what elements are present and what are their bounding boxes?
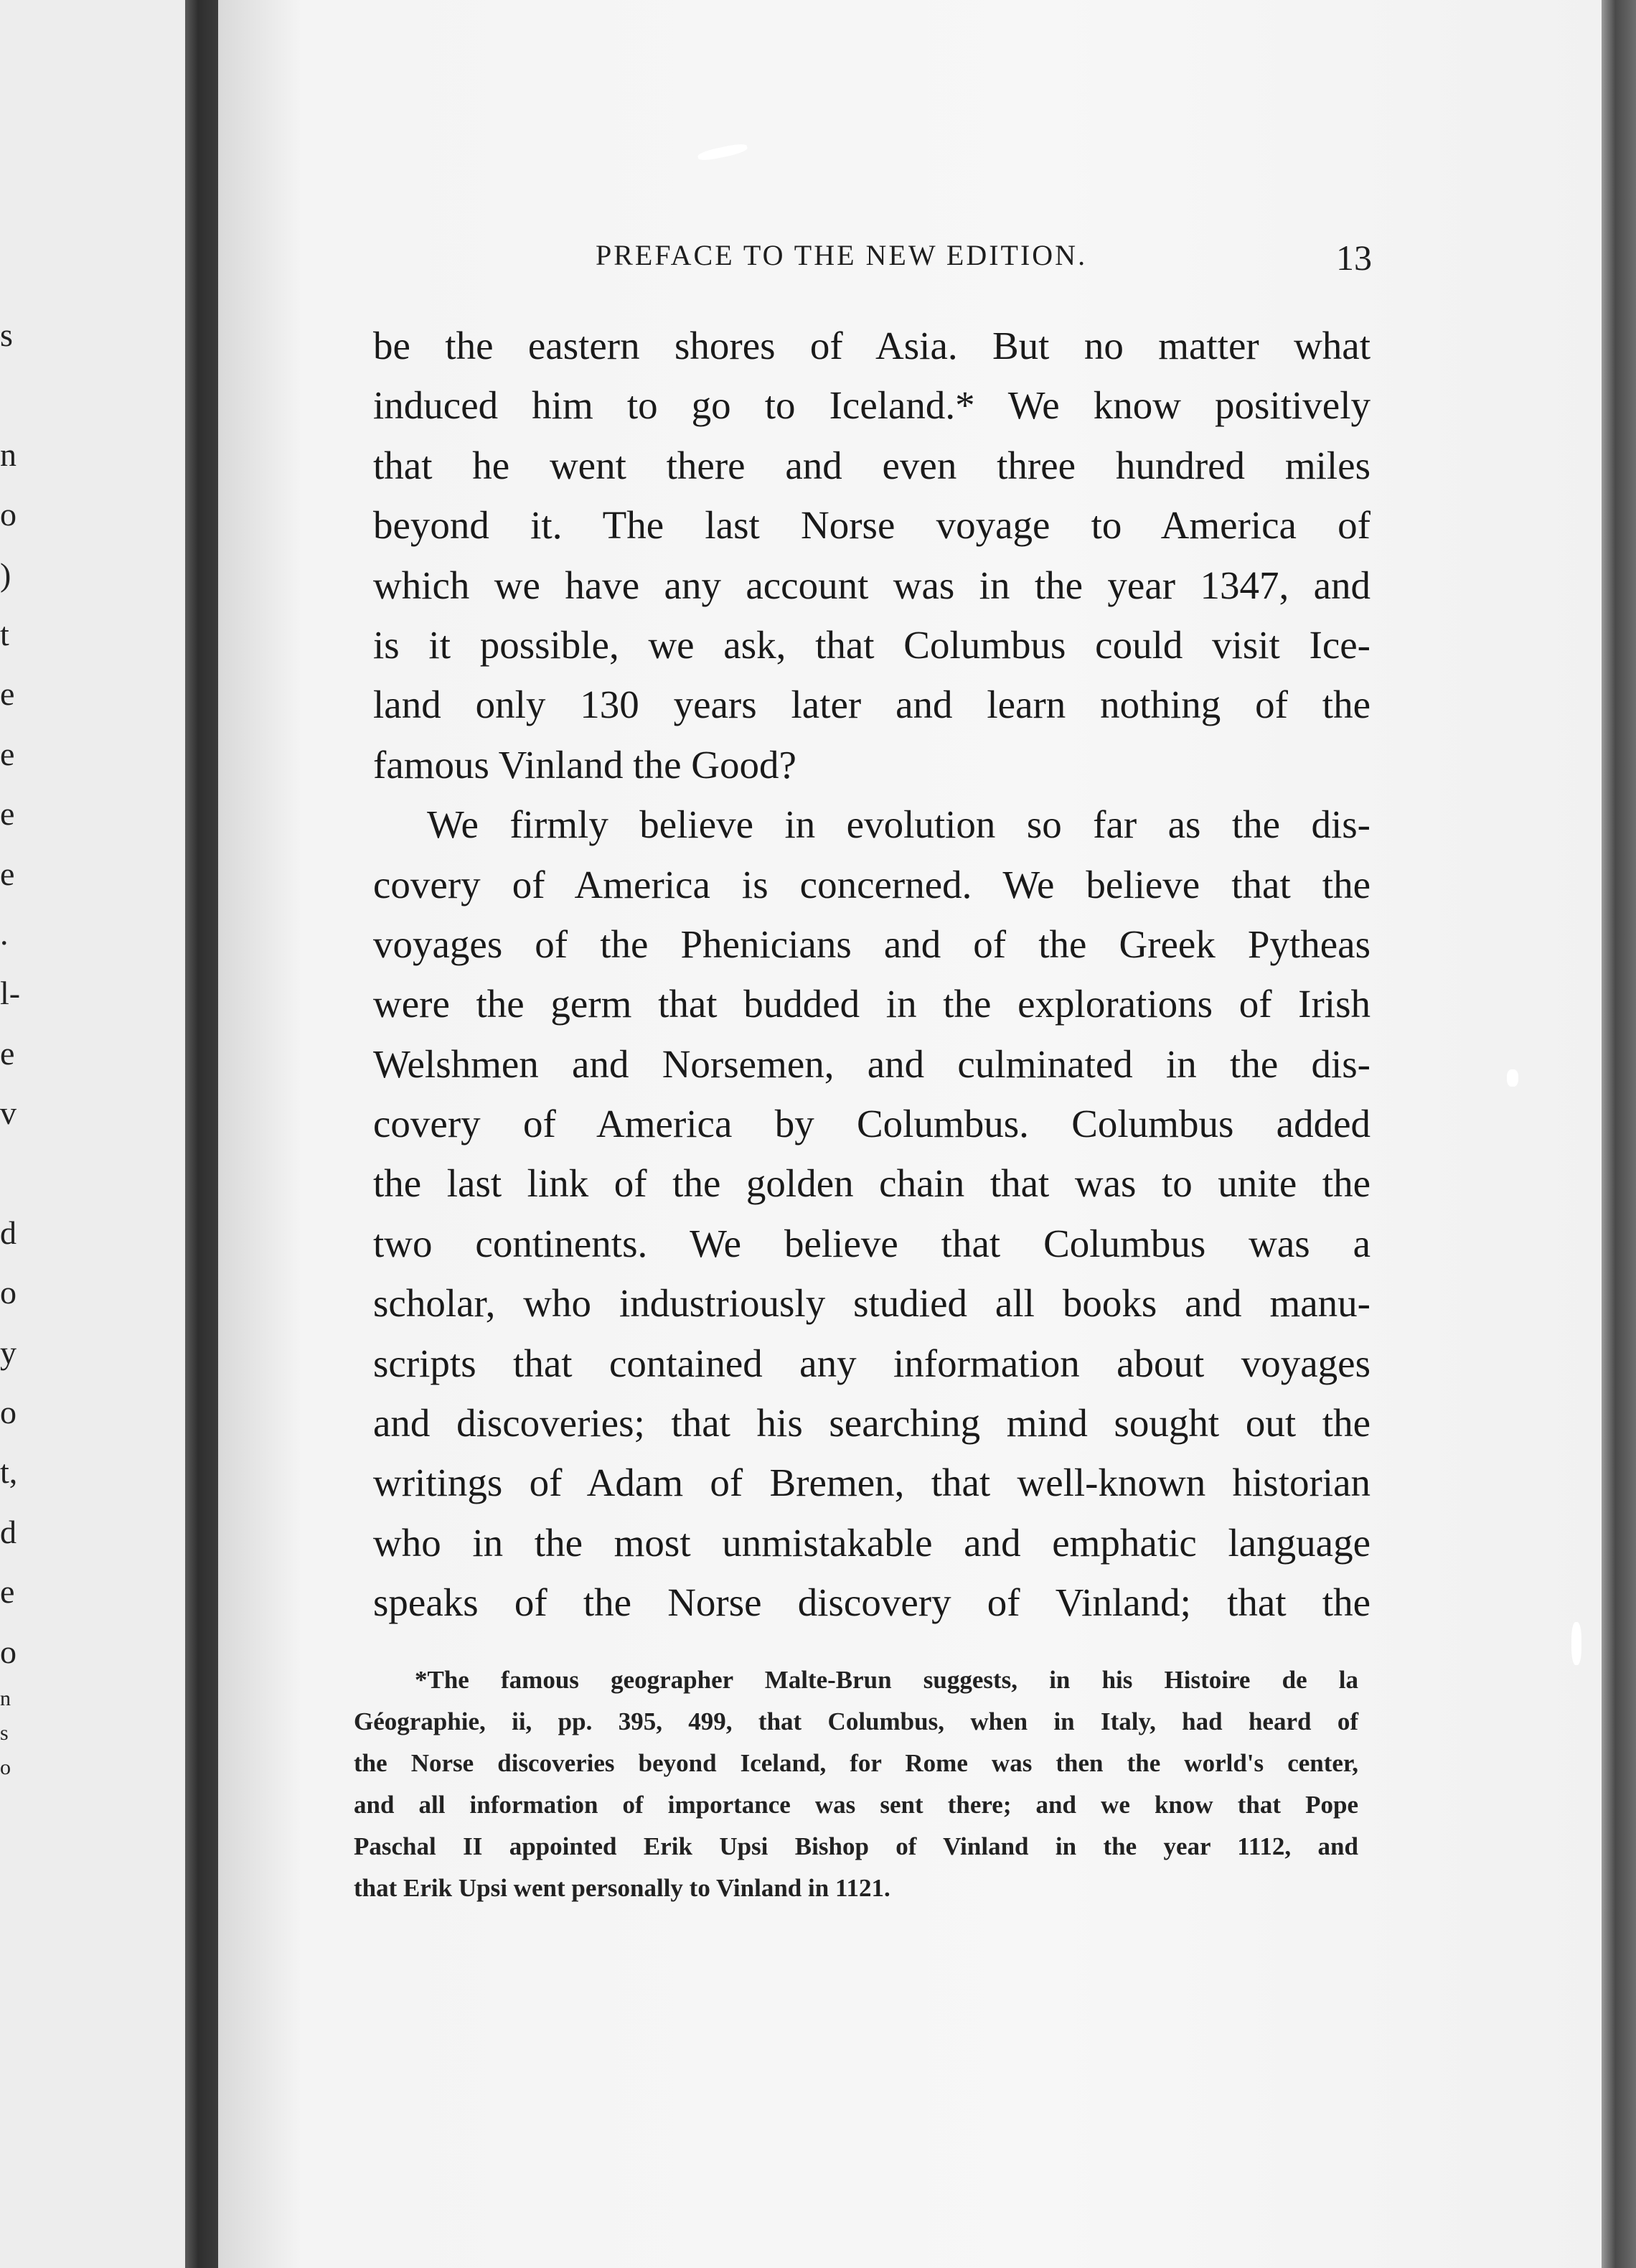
- left-fragment: ): [0, 556, 11, 593]
- text-line: the last link of the golden chain that was to unite the: [373, 1161, 1371, 1206]
- left-fragment: e: [0, 735, 15, 772]
- left-fragment: o: [0, 1394, 17, 1431]
- text-line: voyages of the Phenicians and of the Greek Pytheas: [373, 922, 1371, 966]
- left-fragment: t,: [0, 1453, 18, 1491]
- text-line: speaks of the Norse discovery of Vinland; that the: [373, 1580, 1371, 1625]
- text-line: We firmly believe in evolution so far as the dis-: [427, 802, 1371, 847]
- left-fragment: o: [0, 1755, 11, 1779]
- text-line: were the germ that budded in the explorations of Irish: [373, 982, 1371, 1026]
- left-fragment: d: [0, 1513, 17, 1550]
- text-line: induced him to go to Iceland.* We know positively: [373, 383, 1371, 428]
- footnote-line: that Erik Upsi went personally to Vinland in 1121.: [354, 1874, 890, 1902]
- left-fragment: e: [0, 675, 15, 713]
- left-fragment: n: [0, 436, 17, 473]
- left-fragment: t: [0, 615, 9, 652]
- text-line: covery of America is concerned. We believe that the: [373, 862, 1371, 906]
- running-head: PREFACE TO THE NEW EDITION.: [596, 239, 1088, 271]
- left-fragment: e: [0, 795, 15, 833]
- left-fragment: [0, 365, 43, 424]
- footnote-line: Géographie, ii, pp. 395, 499, that Columbus, when in Italy, had heard of: [354, 1707, 1358, 1735]
- left-fragment: o: [0, 1274, 17, 1311]
- text-line: covery of America by Columbus. Columbus added: [373, 1102, 1371, 1146]
- left-fragment: e: [0, 1034, 15, 1072]
- left-fragment: e: [0, 1573, 15, 1611]
- left-fragment: v: [0, 1095, 17, 1132]
- left-fragment: d: [0, 1214, 17, 1251]
- left-fragment: n: [0, 1686, 11, 1710]
- page-edge: [1602, 0, 1636, 2268]
- text-line: that he went there and even three hundred miles: [373, 443, 1371, 487]
- text-line: beyond it. The last Norse voyage to America of: [373, 503, 1371, 548]
- left-fragment: e: [0, 855, 15, 892]
- text-line: Welshmen and Norsemen, and culminated in the dis-: [373, 1041, 1371, 1086]
- left-fragment: [0, 1143, 43, 1202]
- text-line: land only 130 years later and learn nothing of the: [373, 683, 1371, 727]
- text-line: scripts that contained any information about voyages: [373, 1341, 1371, 1385]
- footnote-line: and all information of importance was sent there; and we know that Pope: [354, 1791, 1358, 1819]
- gutter-shadow: [185, 0, 218, 2268]
- text-line: who in the most unmistakable and emphatic language: [373, 1520, 1371, 1565]
- left-fragment: y: [0, 1334, 17, 1371]
- left-fragment: o: [0, 1633, 17, 1670]
- text-line: be the eastern shores of Asia. But no matter what: [373, 324, 1371, 367]
- left-fragment: s: [0, 317, 13, 353]
- scan-speck: [1507, 1069, 1518, 1087]
- text-line: famous Vinland the Good?: [373, 742, 796, 787]
- left-fragment: l-: [0, 975, 21, 1012]
- text-line: is it possible, we ask, that Columbus could visit Ice-: [373, 622, 1371, 667]
- text-line: which we have any account was in the year 1347, and: [373, 563, 1371, 607]
- left-fragment: o: [0, 496, 17, 533]
- footnote-line: Paschal II appointed Erik Upsi Bishop of Vinland in the year 1112, and: [354, 1832, 1358, 1860]
- page-number: 13: [1336, 238, 1372, 278]
- previous-page-fragments: [0, 305, 43, 1785]
- text-line: scholar, who industriously studied all books and manu-: [373, 1281, 1371, 1326]
- left-fragment: .: [0, 914, 9, 952]
- footnote-line: the Norse discoveries beyond Iceland, for Rome was then the world's center,: [354, 1749, 1358, 1777]
- left-fragment: s: [0, 1720, 9, 1745]
- text-line: and discoveries; that his searching mind sought out the: [373, 1401, 1371, 1445]
- text-line: writings of Adam of Bremen, that well-known historian: [373, 1461, 1371, 1505]
- footnote-line: *The famous geographer Malte-Brun suggests, in his Histoire de la: [415, 1666, 1358, 1694]
- footnote: [354, 1659, 1358, 1909]
- previous-page: [0, 0, 185, 2268]
- body-text: [373, 316, 1371, 1633]
- scan-speck: [1571, 1622, 1581, 1665]
- text-line: two continents. We believe that Columbus was a: [373, 1221, 1371, 1265]
